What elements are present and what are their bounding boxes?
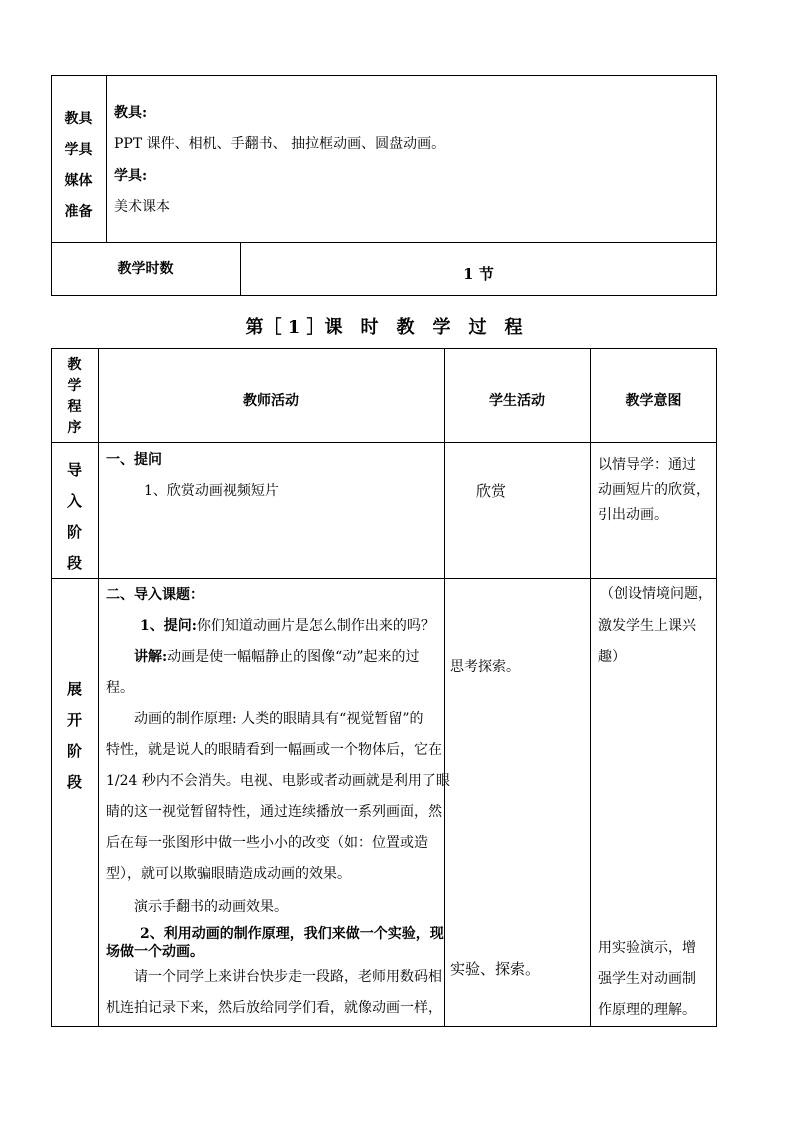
develop-stage-char: 开 [66, 711, 82, 729]
develop-student-1: 思考探索。 [450, 659, 520, 675]
col-divider-stage [98, 348, 99, 1027]
invite-line: 请一个同学上来讲台快步走一段路，老师用数码相 [134, 969, 442, 985]
teaching-tools-heading: 教具: [114, 105, 148, 121]
header-student: 学生活动 [489, 393, 545, 409]
develop-stage-char: 阶 [66, 742, 82, 760]
experiment-line: 2、利用动画的制作原理，我们来做一个实验，现 [140, 926, 444, 942]
develop-student-2: 实验、探索。 [450, 960, 541, 978]
process-title: 第［ 1 ］课 时 教 学 过 程 [245, 317, 523, 338]
develop-intent-line: （创设情境问题， [600, 586, 712, 602]
header-stage-char: 序 [67, 420, 82, 436]
question-text: 你们知道动画片是怎么制作出来的吗？ [196, 618, 435, 634]
develop-section-heading: 二、导入课题： [106, 587, 204, 603]
develop-stage [51, 674, 98, 798]
intro-stage-char: 段 [66, 554, 82, 572]
question-label: 1、提问: [140, 618, 197, 634]
develop-intent-line: 作原理的理解。 [598, 1002, 696, 1018]
develop-intent-line: 用实验演示，增 [598, 940, 696, 956]
develop-question [140, 616, 435, 636]
intro-intent-line: 引出动画。 [598, 507, 668, 523]
intro-intent-line: 以情导学：通过 [598, 457, 696, 473]
learning-tools-text: 美术课本 [114, 199, 170, 215]
demo-line: 演示手翻书的动画效果。 [134, 899, 288, 915]
teaching-tools-text: PPT 课件、相机、手翻书、 抽拉框动画、圆盘动画。 [114, 136, 446, 152]
develop-stage-char: 段 [66, 773, 82, 791]
header-stage [51, 355, 98, 439]
experiment-line: 场做一个动画。 [106, 944, 204, 960]
develop-explain [134, 647, 420, 667]
header-intent: 教学意图 [625, 393, 682, 409]
side-label-char: 媒体 [64, 173, 93, 189]
explain-text: 动画是使一幅幅静止的图像“动”起来的过 [167, 649, 420, 665]
principle-line: 睛的这一视觉暂留特性，通过连续播放一系列画面，然 [106, 804, 442, 820]
principle-line: 特性，就是说人的眼睛看到一幅画或一个物体后，它在 [106, 742, 442, 758]
intro-teacher-heading: 一、提问 [106, 452, 162, 468]
hours-value: 1 节 [463, 265, 494, 283]
intro-teacher-item: 1、欣赏动画视频短片 [144, 483, 279, 499]
header-stage-char: 程 [67, 399, 82, 415]
side-label-char: 准备 [64, 204, 93, 220]
hours-label: 教学时数 [117, 261, 174, 277]
intro-intent-line: 动画短片的欣赏， [598, 482, 710, 498]
header-stage-char: 学 [67, 378, 82, 394]
explain-label: 讲解: [134, 649, 168, 665]
header-teacher: 教师活动 [243, 393, 299, 409]
develop-intent-line: 趣） [598, 649, 626, 665]
explain-line: 程。 [106, 680, 134, 696]
develop-intent-line: 强学生对动画制 [598, 971, 696, 987]
intro-stage-char: 阶 [66, 523, 82, 541]
principle-line: 动画的制作原理: 人类的眼睛具有“视觉暂留”的 [134, 711, 424, 727]
resources-side-label [51, 104, 106, 228]
develop-intent-line: 激发学生上课兴 [598, 618, 696, 634]
principle-line: 1/24 秒内不会消失。电视、电影或者动画就是利用了眼 [106, 773, 450, 789]
intro-stage-char: 入 [66, 492, 82, 510]
invite-line: 机连拍记录下来，然后放给同学们看，就像动画一样， [106, 1000, 442, 1016]
col-divider-teacher [444, 348, 445, 1027]
row-divider-header [51, 442, 717, 443]
intro-student: 欣赏 [476, 482, 507, 500]
principle-line: 后在每一张图形中做一些小小的改变（如：位置或造 [106, 835, 428, 851]
side-label-char: 教具 [64, 111, 93, 127]
resources-bottom-rule [51, 242, 717, 243]
intro-stage-char: 导 [66, 461, 82, 479]
row-divider-intro [51, 578, 717, 579]
resources-divider [106, 75, 107, 243]
col-divider-student [590, 348, 591, 1027]
develop-stage-char: 展 [66, 680, 82, 698]
principle-line: 型），就可以欺骗眼睛造成动画的效果。 [106, 866, 351, 882]
learning-tools-heading: 学具: [114, 168, 148, 184]
intro-stage [51, 455, 98, 579]
side-label-char: 学具 [64, 142, 93, 158]
header-stage-char: 教 [67, 357, 82, 373]
